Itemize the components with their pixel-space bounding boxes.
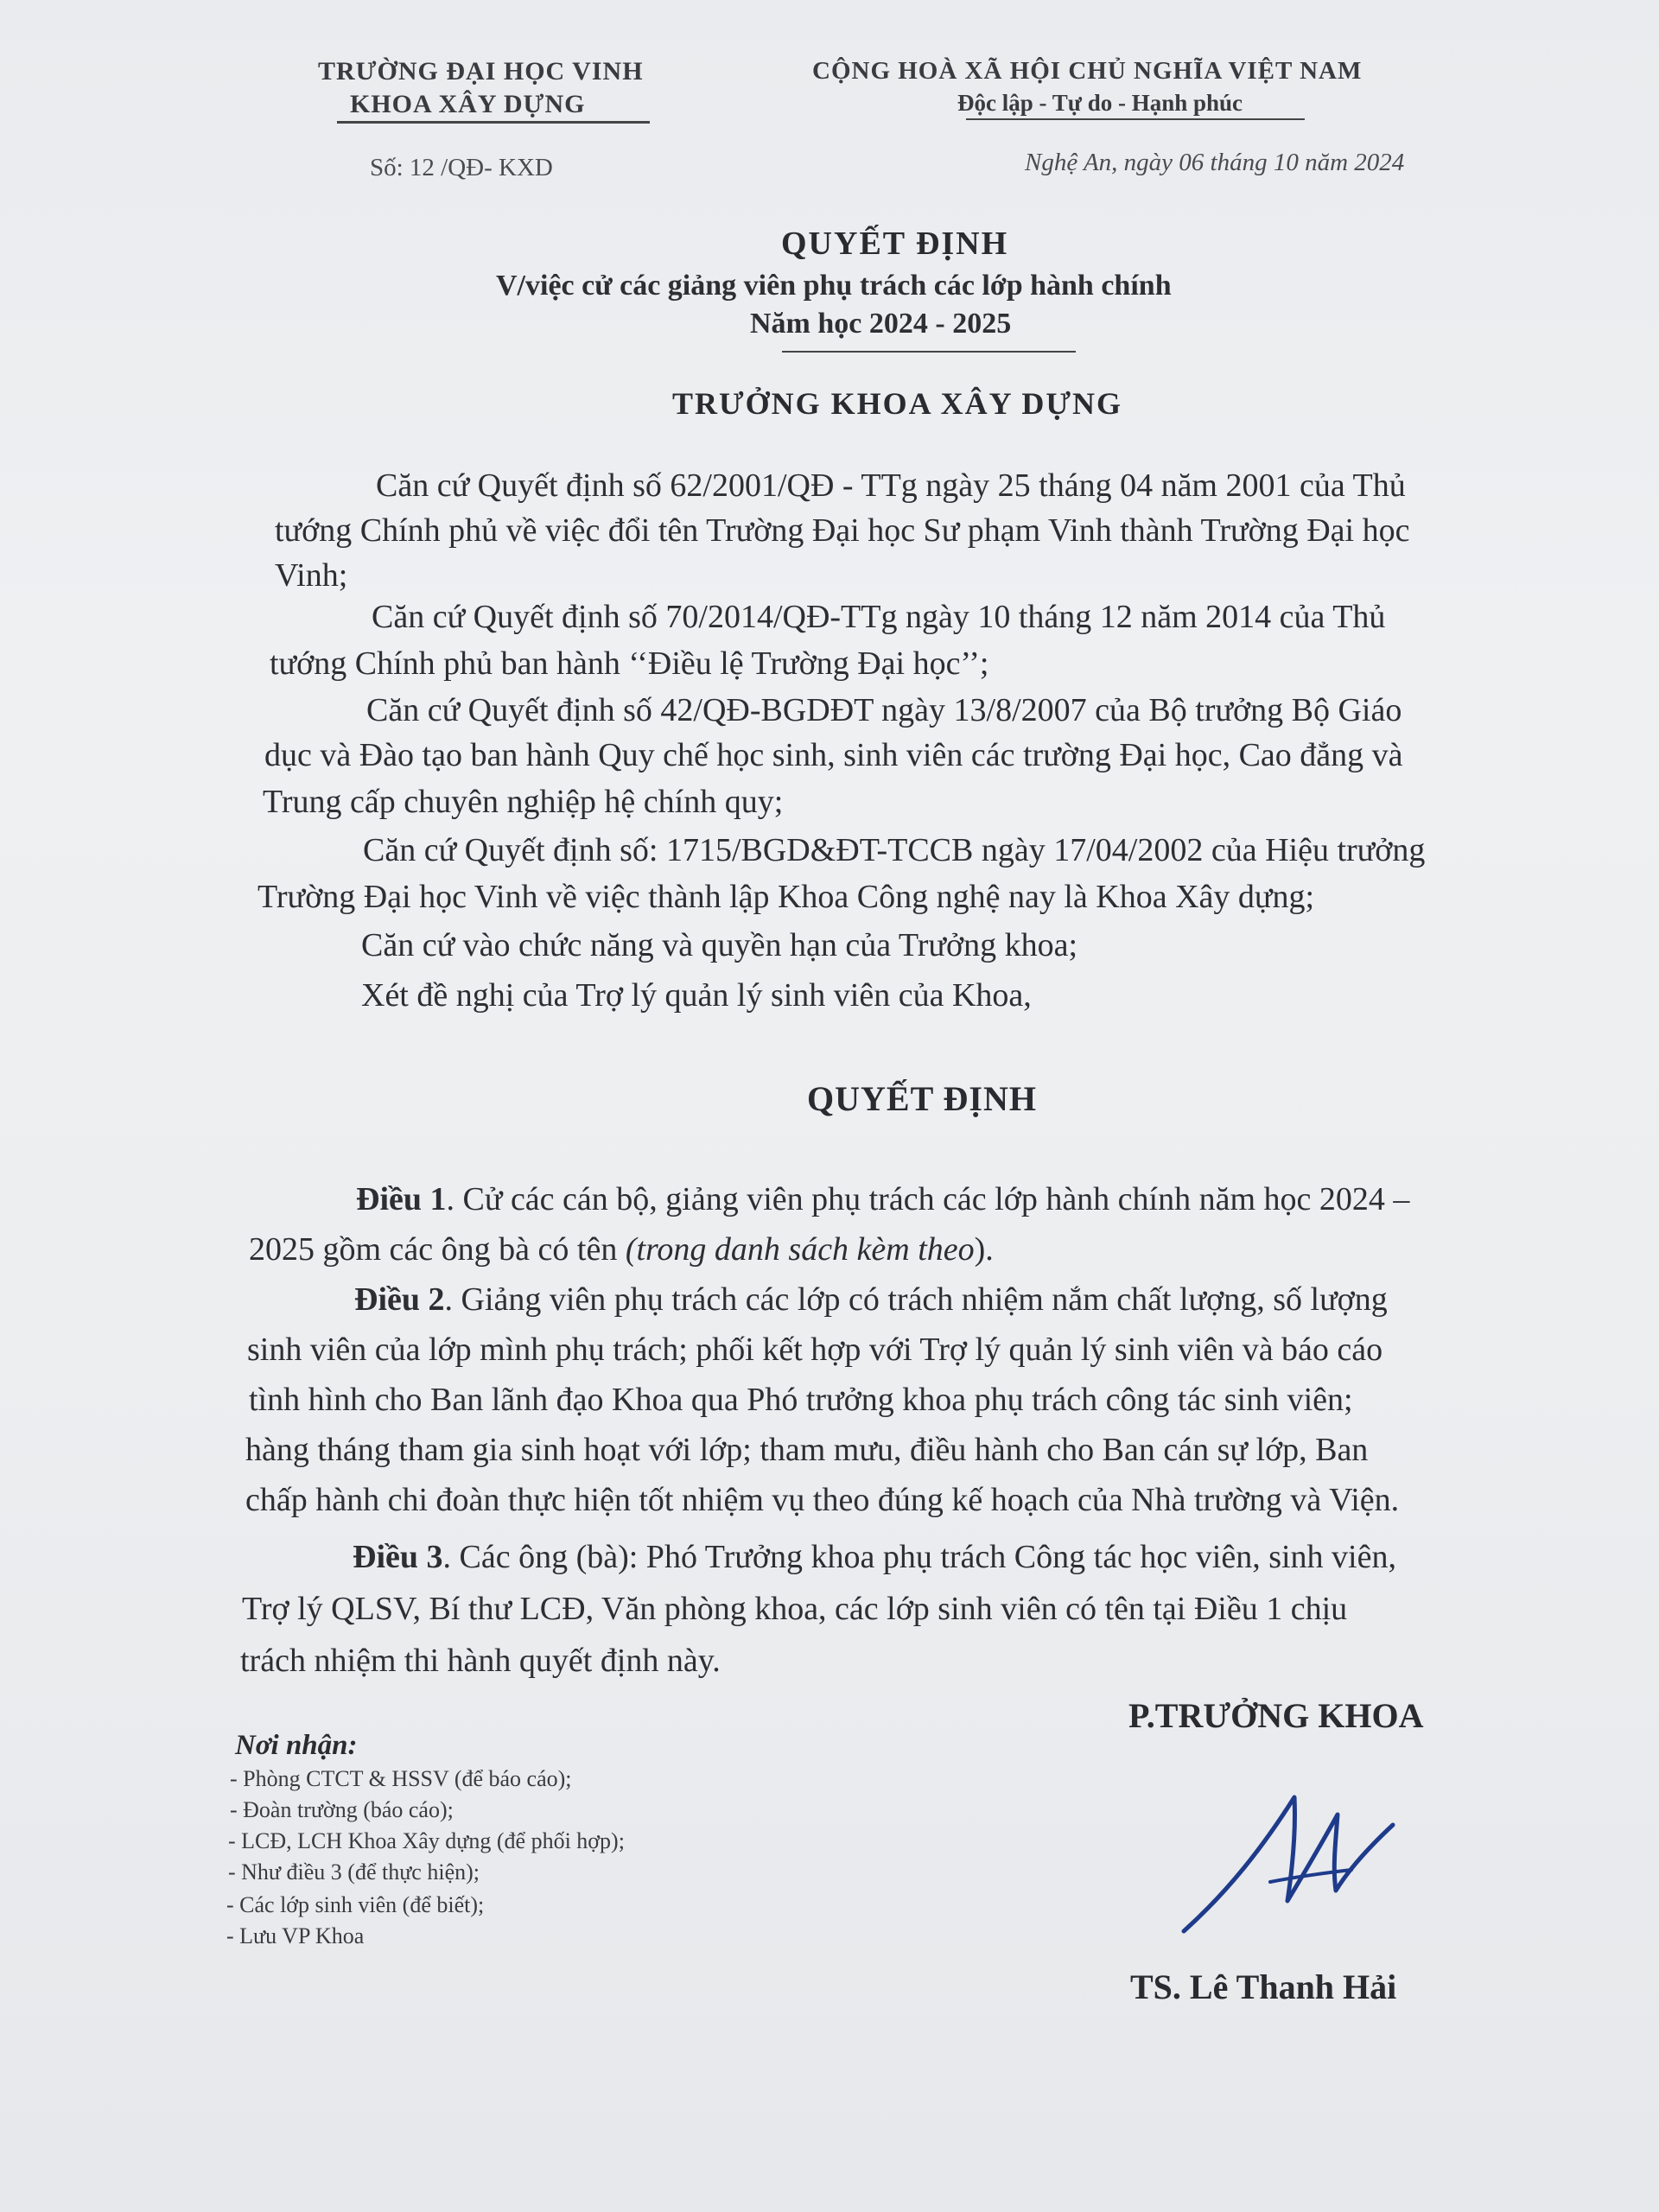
signatory-title: P.TRƯỞNG KHOA xyxy=(1128,1696,1424,1735)
recipient-item: - Phòng CTCT & HSSV (để báo cáo); xyxy=(230,1766,572,1791)
article-2-line: chấp hành chi đoàn thực hiện tốt nhiệm vụ theo đúng kế hoạch của Nhà trường và Viện. xyxy=(245,1482,1400,1518)
national-title: CỘNG HOÀ XÃ HỘI CHỦ NGHĨA VIỆT NAM xyxy=(812,57,1363,85)
article-2-line: tình hình cho Ban lãnh đạo Khoa qua Phó trưởng khoa phụ trách công tác sinh viên; xyxy=(249,1382,1353,1418)
faculty-name: KHOA XÂY DỰNG xyxy=(350,90,586,118)
article-2-text: . Giảng viên phụ trách các lớp có trách nhiệm nắm chất lượng, số lượng xyxy=(444,1281,1388,1318)
article-3-text: . Các ông (bà): Phó Trưởng khoa phụ trách Công tác học viên, sinh viên, xyxy=(442,1539,1396,1575)
article-2-line: hàng tháng tham gia sinh hoạt với lớp; tham mưu, điều hành cho Ban cán sự lớp, Ban xyxy=(245,1432,1369,1468)
article-1-text: 2025 gồm các ông bà có tên xyxy=(249,1231,626,1268)
preamble-line: Căn cứ Quyết định số 42/QĐ-BGDĐT ngày 13/8/2007 của Bộ trưởng Bộ Giáo xyxy=(366,692,1402,728)
preamble-line: Căn cứ Quyết định số 70/2014/QĐ-TTg ngày 10 tháng 12 năm 2014 của Thủ xyxy=(372,599,1386,635)
preamble-line: Xét đề nghị của Trợ lý quản lý sinh viên của Khoa, xyxy=(361,977,1032,1014)
recipient-item: - Lưu VP Khoa xyxy=(226,1923,365,1948)
article-2-line: sinh viên của lớp mình phụ trách; phối kết hợp với Trợ lý quản lý sinh viên và báo cáo xyxy=(247,1332,1383,1368)
preamble-line: Trung cấp chuyên nghiệp hệ chính quy; xyxy=(263,784,784,820)
article-2-line xyxy=(354,1281,1388,1319)
decision-heading: QUYẾT ĐỊNH xyxy=(807,1079,1037,1118)
article-3-label: Điều 3 xyxy=(353,1539,443,1575)
recipient-item: - LCĐ, LCH Khoa Xây dựng (để phối hợp); xyxy=(228,1828,625,1853)
national-motto: Độc lập - Tự do - Hạnh phúc xyxy=(957,90,1243,116)
institution-name: TRƯỜNG ĐẠI HỌC VINH xyxy=(318,57,644,86)
article-1-attachment-note: (trong danh sách kèm theo xyxy=(625,1231,975,1268)
preamble-line: Căn cứ Quyết định số: 1715/BGD&ĐT-TCCB ngày 17/04/2002 của Hiệu trưởng xyxy=(363,832,1426,868)
preamble-line: Vinh; xyxy=(275,557,348,594)
decision-number: Số: 12 /QĐ- KXD xyxy=(370,154,553,181)
faculty-underline xyxy=(337,121,650,124)
article-3-line xyxy=(353,1538,1396,1576)
recipient-item: - Các lớp sinh viên (để biết); xyxy=(226,1892,485,1917)
article-1-text: ). xyxy=(974,1231,994,1268)
place-date: Nghệ An, ngày 06 tháng 10 năm 2024 xyxy=(1025,149,1405,176)
preamble-line: Căn cứ vào chức năng và quyền hạn của Trưởng khoa; xyxy=(361,927,1078,963)
preamble-line: dục và Đào tạo ban hành Quy chế học sinh, sinh viên các trường Đại học, Cao đẳng và xyxy=(264,737,1403,773)
document-subject: V/việc cử các giảng viên phụ trách các lớp hành chính xyxy=(496,270,1172,302)
title-underline xyxy=(782,351,1076,353)
article-3-line: trách nhiệm thi hành quyết định này. xyxy=(240,1643,721,1679)
article-2-label: Điều 2 xyxy=(354,1281,445,1318)
article-3-line: Trợ lý QLSV, Bí thư LCĐ, Văn phòng khoa, các lớp sinh viên có tên tại Điều 1 chịu xyxy=(242,1591,1348,1627)
article-1-line xyxy=(249,1230,994,1268)
recipient-item: - Đoàn trường (báo cáo); xyxy=(230,1797,454,1822)
document-title: QUYẾT ĐỊNH xyxy=(781,226,1009,262)
recipient-item: - Như điều 3 (để thực hiện); xyxy=(228,1859,480,1885)
handwritten-signature xyxy=(1166,1780,1408,1953)
recipients-heading: Nơi nhận: xyxy=(235,1730,358,1761)
preamble-line: tướng Chính phủ về việc đổi tên Trường Đại học Sư phạm Vinh thành Trường Đại học xyxy=(275,512,1410,549)
signature-stroke xyxy=(1270,1870,1351,1882)
signatory-name: TS. Lê Thanh Hải xyxy=(1130,1967,1397,2006)
signature-stroke xyxy=(1184,1797,1393,1931)
article-1-label: Điều 1 xyxy=(356,1181,447,1217)
issuing-authority: TRƯỞNG KHOA XÂY DỰNG xyxy=(672,386,1122,421)
article-1-line xyxy=(356,1180,1409,1218)
academic-year: Năm học 2024 - 2025 xyxy=(750,308,1012,340)
preamble-line: Căn cứ Quyết định số 62/2001/QĐ - TTg ngày 25 tháng 04 năm 2001 của Thủ xyxy=(376,467,1406,504)
preamble-line: tướng Chính phủ ban hành ‘‘Điều lệ Trường Đại học’’; xyxy=(270,645,989,682)
motto-underline xyxy=(966,118,1305,120)
preamble-line: Trường Đại học Vinh về việc thành lập Khoa Công nghệ nay là Khoa Xây dựng; xyxy=(257,879,1315,915)
article-1-text: . Cử các cán bộ, giảng viên phụ trách các lớp hành chính năm học 2024 – xyxy=(446,1181,1410,1217)
